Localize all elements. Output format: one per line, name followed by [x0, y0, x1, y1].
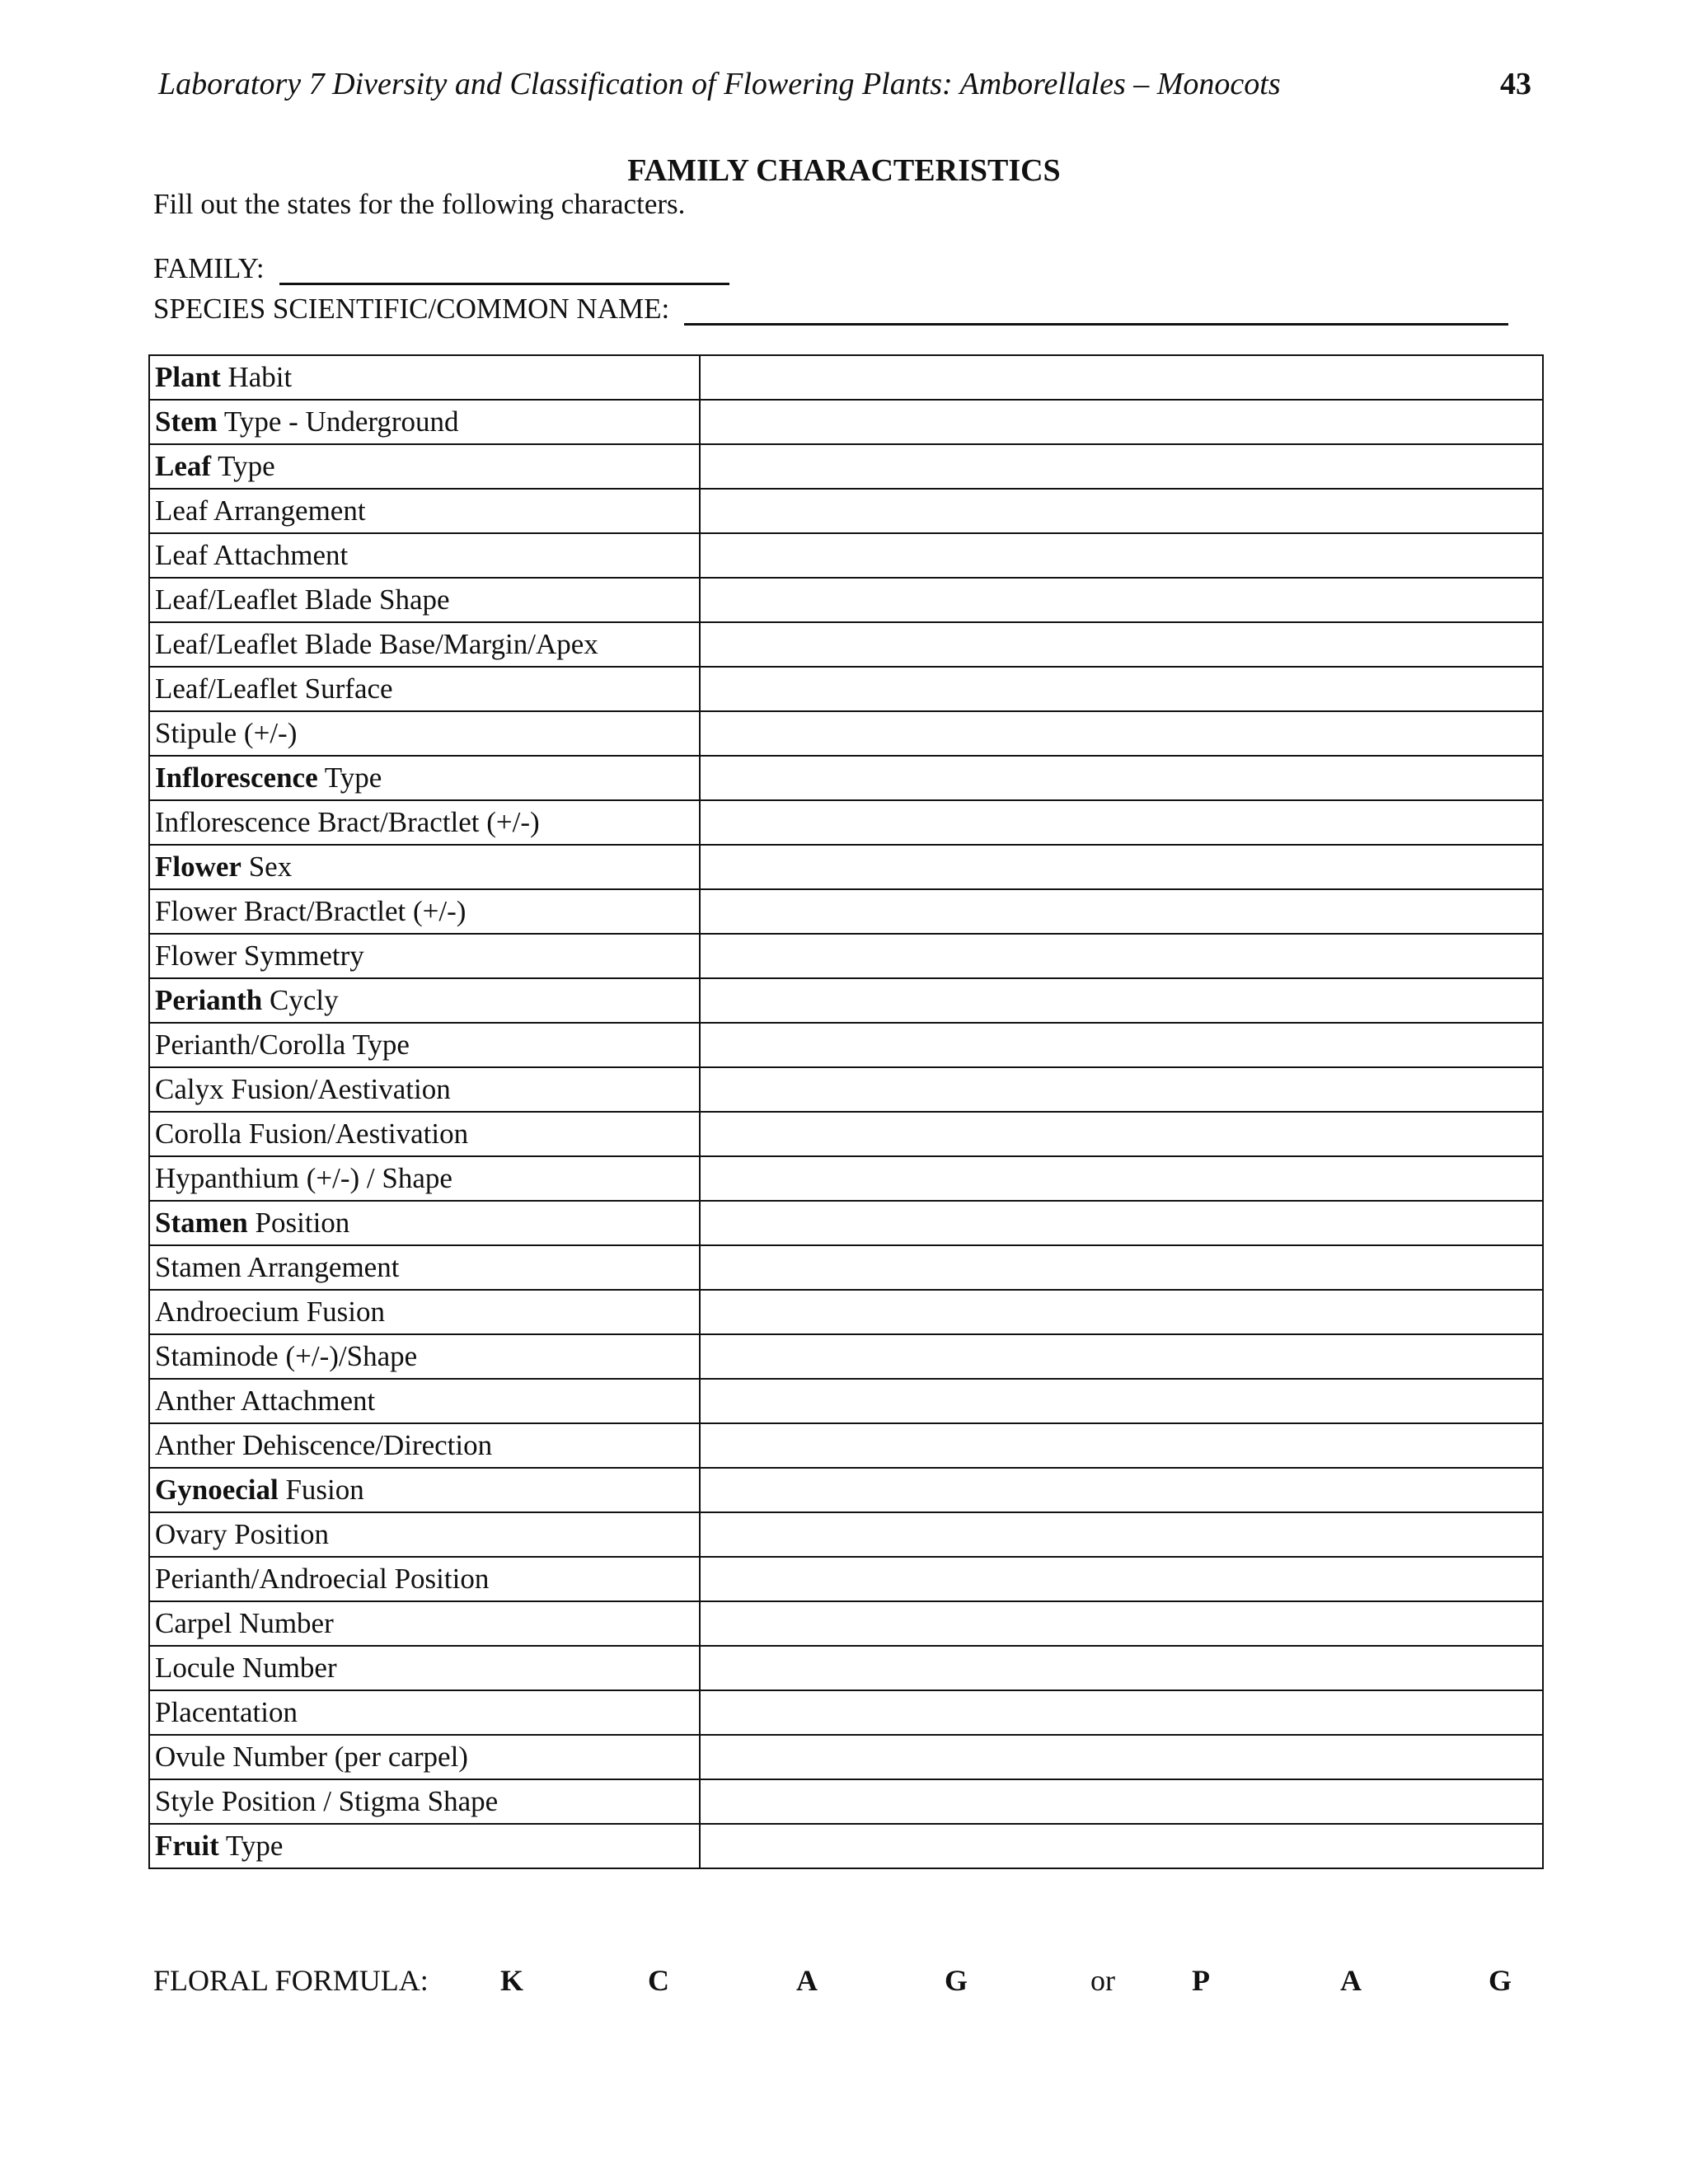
character-label — [149, 622, 700, 667]
character-label — [149, 934, 700, 978]
character-label — [149, 1112, 700, 1156]
species-label: SPECIES SCIENTIFIC/COMMON NAME: — [153, 293, 670, 325]
character-state-cell[interactable] — [700, 1334, 1543, 1379]
character-label-text: Flower Symmetry — [155, 940, 364, 972]
character-label-bold: Plant — [155, 361, 221, 393]
character-state-cell[interactable] — [700, 578, 1543, 622]
table-row — [149, 1468, 1543, 1512]
character-label — [149, 1245, 700, 1290]
table-row — [149, 1557, 1543, 1601]
character-label-text: Flower Bract/Bractlet (+/-) — [155, 895, 467, 927]
character-label — [149, 1779, 700, 1824]
character-label — [149, 1557, 700, 1601]
family-label: FAMILY: — [153, 252, 265, 284]
character-label-text: Ovule Number (per carpel) — [155, 1741, 468, 1773]
character-state-cell[interactable] — [700, 444, 1543, 489]
character-label — [149, 1690, 700, 1735]
floral-formula-label: FLORAL FORMULA: — [153, 1964, 429, 1997]
character-label — [149, 578, 700, 622]
character-label — [149, 400, 700, 444]
character-state-cell[interactable] — [700, 1468, 1543, 1512]
character-label-bold: Flower — [155, 851, 241, 883]
character-label — [149, 978, 700, 1023]
character-label-text: Androecium Fusion — [155, 1296, 386, 1328]
character-label-text: Style Position / Stigma Shape — [155, 1785, 499, 1817]
character-state-cell[interactable] — [700, 1646, 1543, 1690]
character-state-cell[interactable] — [700, 934, 1543, 978]
formula-symbol-g2: G — [1489, 1964, 1512, 1997]
table-row — [149, 978, 1543, 1023]
character-label — [149, 1023, 700, 1067]
character-label-bold: Gynoecial — [155, 1474, 279, 1506]
table-row — [149, 1201, 1543, 1245]
character-state-cell[interactable] — [700, 978, 1543, 1023]
character-label-text: Anther Attachment — [155, 1385, 376, 1417]
table-row — [149, 667, 1543, 711]
character-state-cell[interactable] — [700, 845, 1543, 889]
character-label — [149, 800, 700, 845]
character-label — [149, 845, 700, 889]
character-label-text: Type — [218, 1830, 284, 1862]
character-state-cell[interactable] — [700, 1779, 1543, 1824]
character-label-bold: Inflorescence — [155, 762, 318, 794]
table-row — [149, 622, 1543, 667]
character-label-bold: Leaf — [155, 450, 212, 482]
table-row — [149, 1690, 1543, 1735]
table-row — [149, 1512, 1543, 1557]
table-row — [149, 889, 1543, 934]
formula-symbol-g: G — [945, 1964, 968, 1997]
formula-symbol-k: K — [500, 1964, 524, 1997]
formula-or-text: or — [1090, 1964, 1115, 1997]
character-state-cell[interactable] — [700, 1201, 1543, 1245]
character-label — [149, 1646, 700, 1690]
character-label — [149, 444, 700, 489]
table-row — [149, 1334, 1543, 1379]
character-label — [149, 1735, 700, 1779]
character-state-cell[interactable] — [700, 1290, 1543, 1334]
table-row — [149, 578, 1543, 622]
character-state-cell[interactable] — [700, 355, 1543, 400]
character-label-bold: Stamen — [155, 1207, 248, 1239]
character-state-cell[interactable] — [700, 756, 1543, 800]
character-state-cell[interactable] — [700, 1512, 1543, 1557]
species-field — [153, 293, 1508, 326]
table-row — [149, 489, 1543, 533]
table-row — [149, 1156, 1543, 1201]
character-label-text: Carpel Number — [155, 1607, 334, 1639]
character-state-cell[interactable] — [700, 622, 1543, 667]
character-label-text: Leaf/Leaflet Blade Base/Margin/Apex — [155, 628, 598, 660]
character-state-cell[interactable] — [700, 1379, 1543, 1423]
running-header-title: Laboratory 7 Diversity and Classification of Flowering Plants: Amborellales – Monocots — [158, 67, 1281, 101]
table-row — [149, 1245, 1543, 1290]
family-input-line[interactable] — [279, 258, 729, 285]
character-label — [149, 489, 700, 533]
character-state-cell[interactable] — [700, 1735, 1543, 1779]
character-state-cell[interactable] — [700, 400, 1543, 444]
table-row — [149, 1601, 1543, 1646]
character-label-text: Anther Dehiscence/Direction — [155, 1429, 493, 1461]
character-label-text: Hypanthium (+/-) / Shape — [155, 1162, 452, 1194]
table-row — [149, 1423, 1543, 1468]
formula-symbol-p: P — [1192, 1964, 1210, 1997]
instructions-text: Fill out the states for the following characters. — [153, 188, 686, 220]
character-state-cell[interactable] — [700, 1245, 1543, 1290]
table-row — [149, 845, 1543, 889]
character-state-cell[interactable] — [700, 1423, 1543, 1468]
character-label-text: Placentation — [155, 1696, 298, 1728]
character-state-cell[interactable] — [700, 1557, 1543, 1601]
table-row — [149, 355, 1543, 400]
character-label — [149, 889, 700, 934]
character-label-text: Leaf Attachment — [155, 539, 349, 571]
character-label — [149, 355, 700, 400]
character-label — [149, 1379, 700, 1423]
table-row — [149, 800, 1543, 845]
character-state-cell[interactable] — [700, 1156, 1543, 1201]
character-state-cell[interactable] — [700, 1601, 1543, 1646]
character-label — [149, 1290, 700, 1334]
formula-symbol-c: C — [648, 1964, 669, 1997]
character-label-text: Leaf/Leaflet Blade Shape — [155, 583, 450, 616]
character-label — [149, 1512, 700, 1557]
character-label-text: Type — [317, 762, 382, 794]
table-row — [149, 533, 1543, 578]
character-state-cell[interactable] — [700, 1824, 1543, 1868]
character-label — [149, 711, 700, 756]
character-label-text: Habit — [220, 361, 293, 393]
character-state-cell[interactable] — [700, 1023, 1543, 1067]
table-row — [149, 1779, 1543, 1824]
table-row — [149, 1290, 1543, 1334]
table-row — [149, 1067, 1543, 1112]
character-label-text: Stamen Arrangement — [155, 1251, 400, 1283]
page-number: 43 — [1500, 67, 1531, 101]
character-label-text: Locule Number — [155, 1652, 337, 1684]
character-state-cell[interactable] — [700, 533, 1543, 578]
family-field — [153, 252, 729, 285]
character-label-bold: Stem — [155, 405, 218, 438]
character-label-text: Cycly — [262, 984, 339, 1016]
character-state-cell[interactable] — [700, 800, 1543, 845]
character-label-text: Fusion — [278, 1474, 364, 1506]
character-label-text: Leaf Arrangement — [155, 494, 366, 527]
table-row — [149, 1112, 1543, 1156]
character-label — [149, 1824, 700, 1868]
characteristics-table — [148, 354, 1544, 1869]
table-row — [149, 1646, 1543, 1690]
formula-symbol-a: A — [796, 1964, 818, 1997]
character-label-text: Stipule (+/-) — [155, 717, 298, 749]
character-label — [149, 667, 700, 711]
table-row — [149, 1023, 1543, 1067]
character-label — [149, 1423, 700, 1468]
character-state-cell[interactable] — [700, 1067, 1543, 1112]
table-row — [149, 711, 1543, 756]
character-label-text: Ovary Position — [155, 1518, 329, 1550]
character-label-text: Type - Underground — [217, 405, 459, 438]
table-row — [149, 444, 1543, 489]
character-label-bold: Fruit — [155, 1830, 219, 1862]
character-state-cell[interactable] — [700, 889, 1543, 934]
character-label-text: Type — [211, 450, 275, 482]
page-title: FAMILY CHARACTERISTICS — [627, 153, 1061, 188]
table-row — [149, 934, 1543, 978]
character-label-text: Corolla Fusion/Aestivation — [155, 1118, 469, 1150]
species-input-line[interactable] — [684, 298, 1508, 326]
character-label — [149, 1067, 700, 1112]
character-label-text: Staminode (+/-)/Shape — [155, 1340, 418, 1372]
character-state-cell[interactable] — [700, 1690, 1543, 1735]
character-label — [149, 1468, 700, 1512]
character-label — [149, 1156, 700, 1201]
table-row — [149, 1735, 1543, 1779]
character-state-cell[interactable] — [700, 711, 1543, 756]
character-label-bold: Perianth — [155, 984, 263, 1016]
character-label — [149, 1334, 700, 1379]
character-state-cell[interactable] — [700, 489, 1543, 533]
character-label-text: Sex — [241, 851, 293, 883]
character-state-cell[interactable] — [700, 1112, 1543, 1156]
character-label-text: Inflorescence Bract/Bractlet (+/-) — [155, 806, 540, 838]
formula-symbol-a2: A — [1340, 1964, 1362, 1997]
character-state-cell[interactable] — [700, 667, 1543, 711]
table-row — [149, 400, 1543, 444]
character-label-text: Perianth/Androecial Position — [155, 1563, 490, 1595]
table-row — [149, 756, 1543, 800]
character-label — [149, 1201, 700, 1245]
table-row — [149, 1824, 1543, 1868]
character-label-text: Calyx Fusion/Aestivation — [155, 1073, 451, 1105]
character-label — [149, 1601, 700, 1646]
character-label-text: Perianth/Corolla Type — [155, 1029, 410, 1061]
character-label — [149, 533, 700, 578]
character-label-text: Position — [247, 1207, 350, 1239]
character-label — [149, 756, 700, 800]
character-label-text: Leaf/Leaflet Surface — [155, 673, 393, 705]
table-row — [149, 1379, 1543, 1423]
